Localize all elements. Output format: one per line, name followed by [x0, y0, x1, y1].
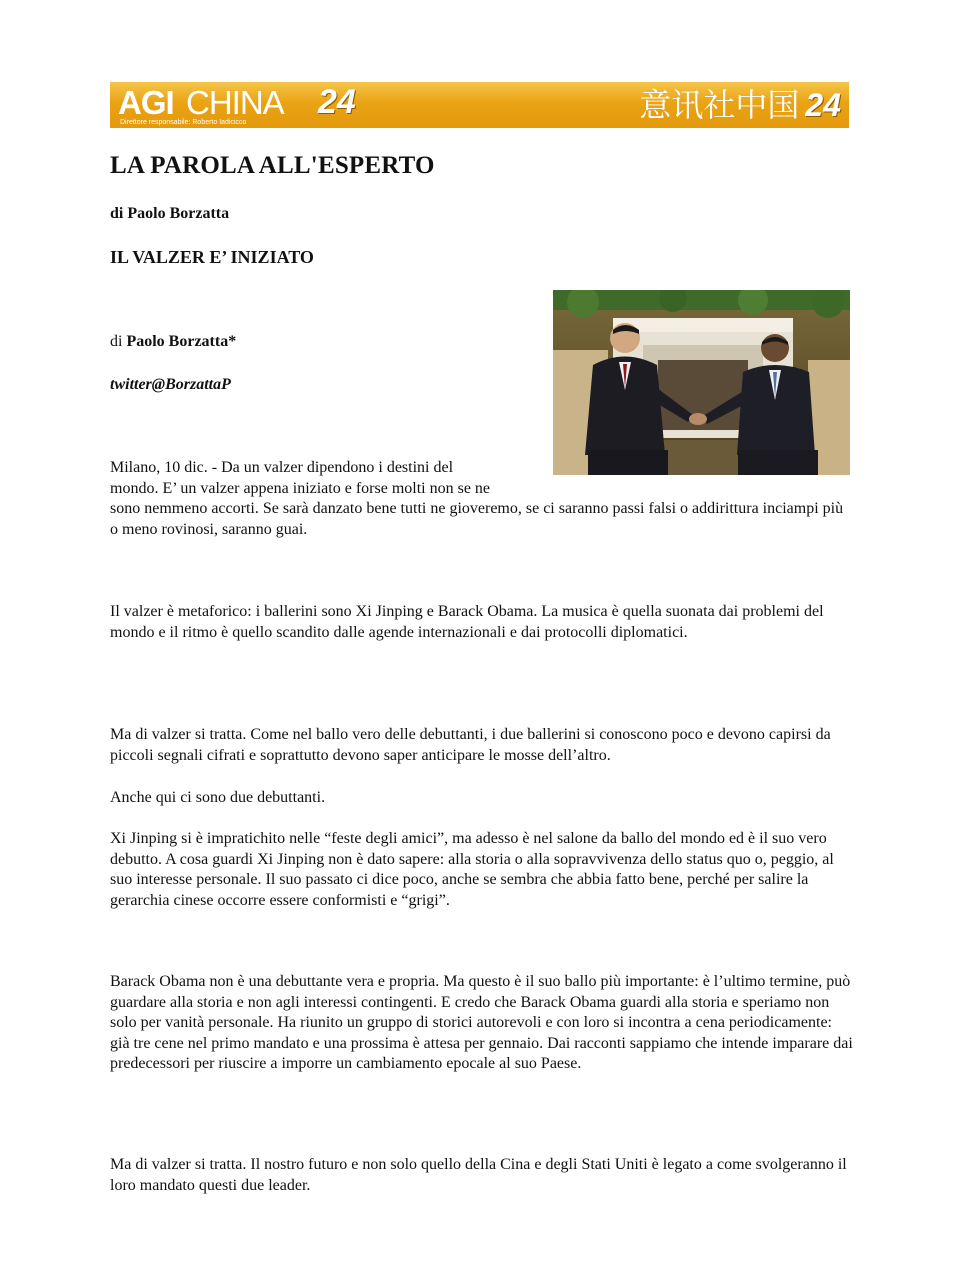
- article-byline: [110, 333, 236, 351]
- paragraph-1-line-2: mondo. E’ un valzer appena iniziato e forse molti non se ne: [110, 479, 491, 497]
- byline-author: Paolo Borzatta*: [126, 333, 237, 350]
- logo-agi-text: AGI: [118, 84, 174, 121]
- logo-24-text: 24: [318, 83, 356, 121]
- header-author-line: di Paolo Borzatta: [110, 205, 230, 222]
- agichina-banner: [110, 82, 849, 128]
- paragraph-1-line-1: Milano, 10 dic. - Da un valzer dipendono i destini del: [110, 459, 454, 476]
- paragraph-6: Barack Obama non è una debuttante vera e propria. Ma questo è il suo ballo più importante: è l’ultimo termine, può guardare alla storia e non agli interessi contingenti. E credo che Barack Obama guardi alla storia e speriamo non solo per vanità personale. Ha riunito un gruppo di storici autorevoli e con loro si incontra a cena periodicamente: già tre cene nel primo mandato e una prossima è attesa per gennaio. Dai racconti sappiamo che intende imparare dai predecessori per riuscire a imporre un cambiamento epocale al suo Paese.: [110, 973, 853, 1072]
- paragraph-2: Il valzer è metaforico: i ballerini sono Xi Jinping e Barack Obama. La musica è quella suonata dai problemi del mondo e il ritmo è quello scandito dalle agende internazionali e dai protocolli diplomatici.: [110, 603, 824, 641]
- paragraph-7: Ma di valzer si tratta. Il nostro futuro e non solo quello della Cina e degli Stati Uniti è legato a come svolgeranno il loro mandato questi due leader.: [110, 1156, 847, 1194]
- chinese-logo-24: 24: [805, 87, 841, 123]
- article-photo: [553, 290, 850, 475]
- section-title: LA PAROLA ALL'ESPERTO: [110, 152, 435, 179]
- chinese-logo: [639, 84, 841, 126]
- chinese-logo-text: 意讯社中国: [639, 86, 800, 124]
- photo-two-leaders-handshake-icon: [553, 290, 850, 475]
- paragraph-5: Xi Jinping si è impratichito nelle “feste degli amici”, ma adesso è nel salone da ballo del mondo ed è il suo vero debutto. A cosa guardi Xi Jinping non è dato sapere: alla storia o alla sopravvivenza dello status quo o, peggio, al suo interesse personale. Il suo passato ci dice poco, anche se sembra che abbia fatto bene, perché per salire la gerarchia cinese occorre essere conformisti e “grigi”.: [110, 830, 834, 909]
- byline-prefix: di: [110, 333, 127, 350]
- logo-director-line: Direttore responsabile: Roberto Iadicicco: [120, 119, 247, 126]
- paragraph-1-intro: [110, 458, 530, 499]
- paragraph-4: Anche qui ci sono due debuttanti.: [110, 789, 326, 806]
- logo-china-text: CHINA: [186, 84, 284, 121]
- paragraph-1-rest: sono nemmeno accorti. Se sarà danzato bene tutti ne gioveremo, se ci saranno passi falsi o addirittura inciampi più o meno rovinosi, saranno guai.: [110, 500, 844, 538]
- article-headline: IL VALZER E’ INIZIATO: [110, 247, 314, 267]
- twitter-handle: twitter@BorzattaP: [110, 376, 231, 393]
- paragraph-3: Ma di valzer si tratta. Come nel ballo vero delle debuttanti, i due ballerini si conoscono poco e devono capirsi da piccoli segnali cifrati e soprattutto devono saper anticipare le mosse dell’altro.: [110, 726, 831, 764]
